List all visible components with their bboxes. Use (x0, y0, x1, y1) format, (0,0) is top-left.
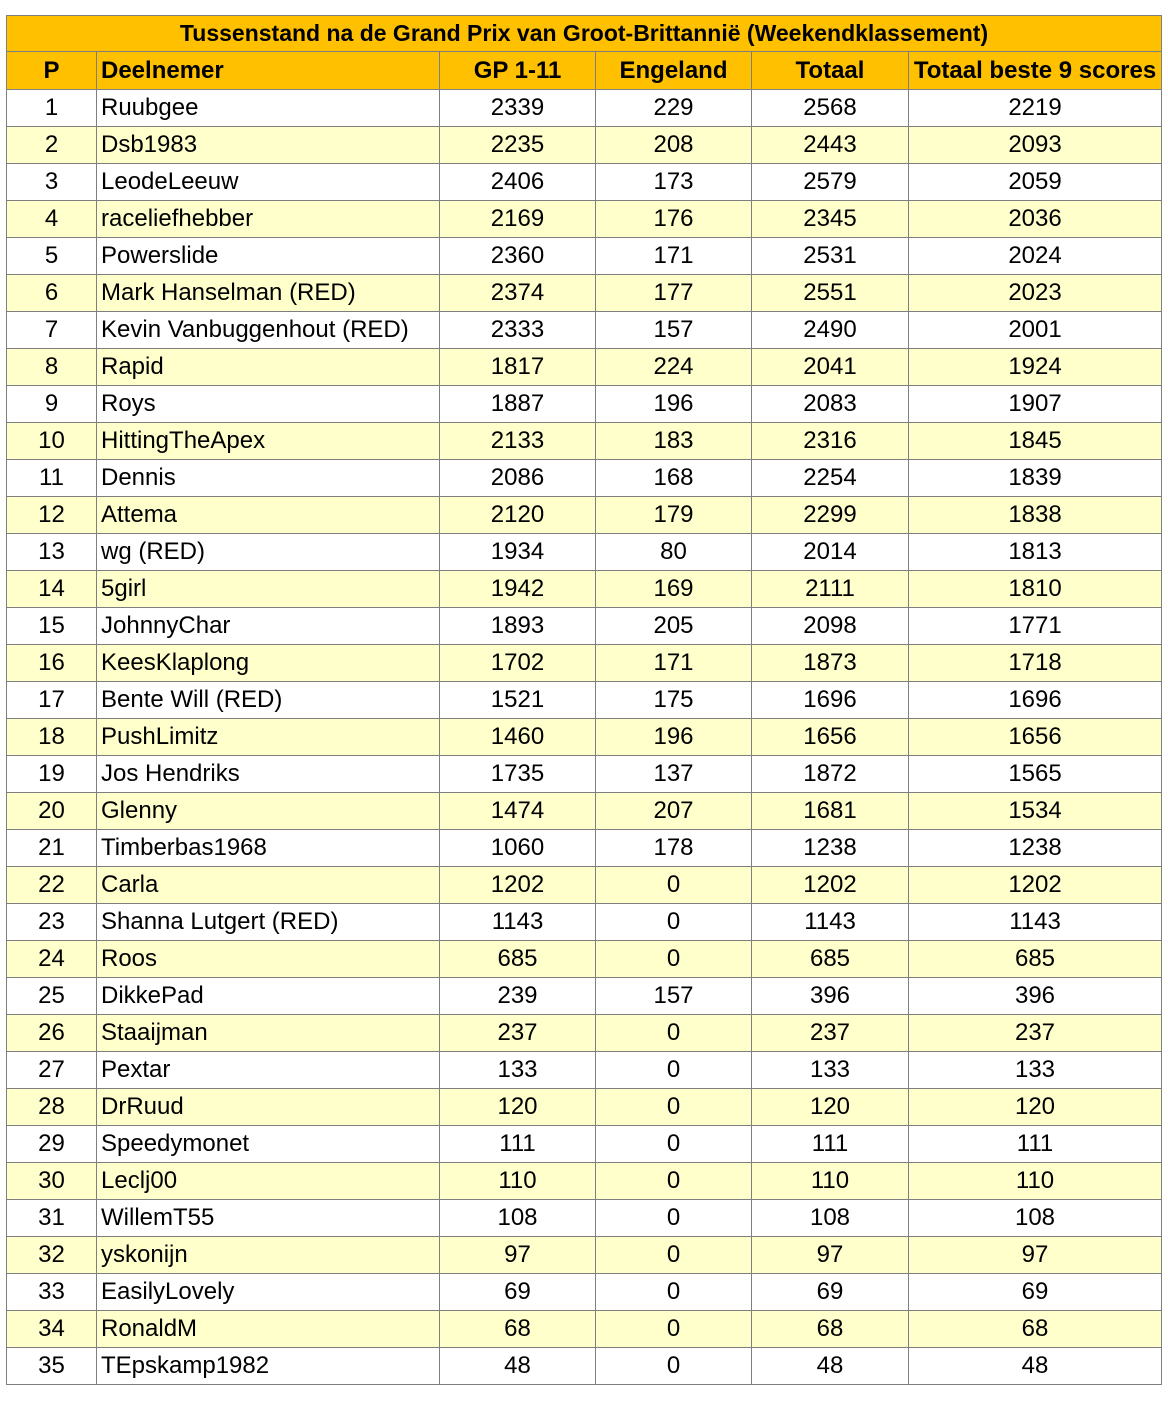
participant-cell: Powerslide (97, 238, 440, 275)
participant-cell: Glenny (97, 793, 440, 830)
participant-cell: TEpskamp1982 (97, 1348, 440, 1385)
best-9-cell: 1143 (909, 904, 1162, 941)
table-row (7, 608, 1162, 645)
position-cell: 27 (7, 1052, 97, 1089)
best-9-cell: 97 (909, 1237, 1162, 1274)
gp-1-11-cell: 1474 (440, 793, 596, 830)
participant-cell: DikkePad (97, 978, 440, 1015)
gp-1-11-cell: 68 (440, 1311, 596, 1348)
participant-cell: wg (RED) (97, 534, 440, 571)
table-row (7, 1089, 1162, 1126)
best-9-cell: 1810 (909, 571, 1162, 608)
totaal-cell: 2490 (752, 312, 909, 349)
gp-1-11-cell: 2235 (440, 127, 596, 164)
engeland-cell: 80 (596, 534, 752, 571)
position-cell: 9 (7, 386, 97, 423)
engeland-cell: 171 (596, 645, 752, 682)
engeland-cell: 0 (596, 1163, 752, 1200)
column-header-best-9: Totaal beste 9 scores (909, 52, 1162, 90)
position-cell: 15 (7, 608, 97, 645)
position-cell: 12 (7, 497, 97, 534)
standings-table (6, 15, 1162, 1385)
table-row (7, 904, 1162, 941)
position-cell: 26 (7, 1015, 97, 1052)
best-9-cell: 1238 (909, 830, 1162, 867)
participant-cell: Bente Will (RED) (97, 682, 440, 719)
participant-cell: WillemT55 (97, 1200, 440, 1237)
gp-1-11-cell: 120 (440, 1089, 596, 1126)
best-9-cell: 110 (909, 1163, 1162, 1200)
engeland-cell: 157 (596, 312, 752, 349)
engeland-cell: 0 (596, 1348, 752, 1385)
totaal-cell: 2098 (752, 608, 909, 645)
totaal-cell: 2111 (752, 571, 909, 608)
table-row (7, 1237, 1162, 1274)
position-cell: 10 (7, 423, 97, 460)
gp-1-11-cell: 685 (440, 941, 596, 978)
best-9-cell: 2219 (909, 90, 1162, 127)
table-row (7, 941, 1162, 978)
gp-1-11-cell: 97 (440, 1237, 596, 1274)
engeland-cell: 0 (596, 1052, 752, 1089)
position-cell: 5 (7, 238, 97, 275)
totaal-cell: 2299 (752, 497, 909, 534)
best-9-cell: 1718 (909, 645, 1162, 682)
position-cell: 30 (7, 1163, 97, 1200)
best-9-cell: 133 (909, 1052, 1162, 1089)
table-row (7, 460, 1162, 497)
participant-cell: Dennis (97, 460, 440, 497)
position-cell: 32 (7, 1237, 97, 1274)
column-header-position: P (7, 52, 97, 90)
position-cell: 29 (7, 1126, 97, 1163)
table-row (7, 1163, 1162, 1200)
position-cell: 21 (7, 830, 97, 867)
position-cell: 14 (7, 571, 97, 608)
participant-cell: Leclj00 (97, 1163, 440, 1200)
totaal-cell: 120 (752, 1089, 909, 1126)
table-title: Tussenstand na de Grand Prix van Groot-Brittannië (Weekendklassement) (7, 16, 1162, 52)
engeland-cell: 175 (596, 682, 752, 719)
gp-1-11-cell: 1934 (440, 534, 596, 571)
best-9-cell: 1656 (909, 719, 1162, 756)
table-row (7, 978, 1162, 1015)
totaal-cell: 1202 (752, 867, 909, 904)
best-9-cell: 1839 (909, 460, 1162, 497)
best-9-cell: 1813 (909, 534, 1162, 571)
engeland-cell: 0 (596, 1237, 752, 1274)
participant-cell: DrRuud (97, 1089, 440, 1126)
participant-cell: Jos Hendriks (97, 756, 440, 793)
participant-cell: Carla (97, 867, 440, 904)
engeland-cell: 0 (596, 1311, 752, 1348)
best-9-cell: 1924 (909, 349, 1162, 386)
header-row (7, 52, 1162, 90)
gp-1-11-cell: 110 (440, 1163, 596, 1200)
best-9-cell: 111 (909, 1126, 1162, 1163)
position-cell: 35 (7, 1348, 97, 1385)
participant-cell: Dsb1983 (97, 127, 440, 164)
engeland-cell: 137 (596, 756, 752, 793)
totaal-cell: 1238 (752, 830, 909, 867)
engeland-cell: 179 (596, 497, 752, 534)
position-cell: 18 (7, 719, 97, 756)
standings-sheet (6, 15, 1161, 1385)
position-cell: 17 (7, 682, 97, 719)
participant-cell: Timberbas1968 (97, 830, 440, 867)
best-9-cell: 2001 (909, 312, 1162, 349)
gp-1-11-cell: 2333 (440, 312, 596, 349)
gp-1-11-cell: 2086 (440, 460, 596, 497)
gp-1-11-cell: 2339 (440, 90, 596, 127)
totaal-cell: 97 (752, 1237, 909, 1274)
engeland-cell: 205 (596, 608, 752, 645)
participant-cell: HittingTheApex (97, 423, 440, 460)
table-row (7, 645, 1162, 682)
totaal-cell: 48 (752, 1348, 909, 1385)
gp-1-11-cell: 1521 (440, 682, 596, 719)
engeland-cell: 224 (596, 349, 752, 386)
best-9-cell: 68 (909, 1311, 1162, 1348)
best-9-cell: 685 (909, 941, 1162, 978)
totaal-cell: 1873 (752, 645, 909, 682)
engeland-cell: 0 (596, 904, 752, 941)
table-row (7, 793, 1162, 830)
gp-1-11-cell: 2360 (440, 238, 596, 275)
engeland-cell: 0 (596, 1274, 752, 1311)
gp-1-11-cell: 2374 (440, 275, 596, 312)
gp-1-11-cell: 1893 (440, 608, 596, 645)
engeland-cell: 0 (596, 1126, 752, 1163)
engeland-cell: 157 (596, 978, 752, 1015)
gp-1-11-cell: 1460 (440, 719, 596, 756)
table-row (7, 90, 1162, 127)
best-9-cell: 2059 (909, 164, 1162, 201)
title-row (7, 16, 1162, 52)
best-9-cell: 396 (909, 978, 1162, 1015)
totaal-cell: 133 (752, 1052, 909, 1089)
position-cell: 31 (7, 1200, 97, 1237)
gp-1-11-cell: 111 (440, 1126, 596, 1163)
table-row (7, 201, 1162, 238)
column-header-gp-1-11: GP 1-11 (440, 52, 596, 90)
position-cell: 28 (7, 1089, 97, 1126)
table-row (7, 1052, 1162, 1089)
gp-1-11-cell: 1702 (440, 645, 596, 682)
totaal-cell: 69 (752, 1274, 909, 1311)
position-cell: 1 (7, 90, 97, 127)
totaal-cell: 2041 (752, 349, 909, 386)
table-row (7, 238, 1162, 275)
position-cell: 25 (7, 978, 97, 1015)
gp-1-11-cell: 108 (440, 1200, 596, 1237)
engeland-cell: 196 (596, 719, 752, 756)
totaal-cell: 2254 (752, 460, 909, 497)
totaal-cell: 685 (752, 941, 909, 978)
best-9-cell: 1845 (909, 423, 1162, 460)
gp-1-11-cell: 1817 (440, 349, 596, 386)
totaal-cell: 111 (752, 1126, 909, 1163)
gp-1-11-cell: 48 (440, 1348, 596, 1385)
table-row (7, 571, 1162, 608)
totaal-cell: 2083 (752, 386, 909, 423)
table-row (7, 1200, 1162, 1237)
engeland-cell: 169 (596, 571, 752, 608)
gp-1-11-cell: 1942 (440, 571, 596, 608)
gp-1-11-cell: 2169 (440, 201, 596, 238)
column-header-totaal: Totaal (752, 52, 909, 90)
best-9-cell: 1565 (909, 756, 1162, 793)
totaal-cell: 1656 (752, 719, 909, 756)
participant-cell: JohnnyChar (97, 608, 440, 645)
totaal-cell: 1143 (752, 904, 909, 941)
best-9-cell: 2036 (909, 201, 1162, 238)
participant-cell: Roys (97, 386, 440, 423)
totaal-cell: 2551 (752, 275, 909, 312)
table-row (7, 386, 1162, 423)
gp-1-11-cell: 237 (440, 1015, 596, 1052)
position-cell: 19 (7, 756, 97, 793)
table-row (7, 1015, 1162, 1052)
table-row (7, 164, 1162, 201)
table-row (7, 312, 1162, 349)
totaal-cell: 110 (752, 1163, 909, 1200)
gp-1-11-cell: 1060 (440, 830, 596, 867)
participant-cell: yskonijn (97, 1237, 440, 1274)
gp-1-11-cell: 239 (440, 978, 596, 1015)
totaal-cell: 68 (752, 1311, 909, 1348)
engeland-cell: 196 (596, 386, 752, 423)
table-row (7, 1311, 1162, 1348)
totaal-cell: 2568 (752, 90, 909, 127)
position-cell: 3 (7, 164, 97, 201)
participant-cell: Kevin Vanbuggenhout (RED) (97, 312, 440, 349)
totaal-cell: 1681 (752, 793, 909, 830)
participant-cell: Staaijman (97, 1015, 440, 1052)
participant-cell: KeesKlaplong (97, 645, 440, 682)
gp-1-11-cell: 2406 (440, 164, 596, 201)
table-row (7, 867, 1162, 904)
best-9-cell: 1202 (909, 867, 1162, 904)
position-cell: 16 (7, 645, 97, 682)
table-row (7, 682, 1162, 719)
best-9-cell: 1771 (909, 608, 1162, 645)
position-cell: 11 (7, 460, 97, 497)
position-cell: 4 (7, 201, 97, 238)
table-row (7, 830, 1162, 867)
best-9-cell: 48 (909, 1348, 1162, 1385)
best-9-cell: 1534 (909, 793, 1162, 830)
engeland-cell: 0 (596, 1200, 752, 1237)
totaal-cell: 237 (752, 1015, 909, 1052)
best-9-cell: 2024 (909, 238, 1162, 275)
gp-1-11-cell: 1202 (440, 867, 596, 904)
best-9-cell: 120 (909, 1089, 1162, 1126)
totaal-cell: 396 (752, 978, 909, 1015)
column-header-engeland: Engeland (596, 52, 752, 90)
table-row (7, 275, 1162, 312)
table-row (7, 756, 1162, 793)
totaal-cell: 1872 (752, 756, 909, 793)
gp-1-11-cell: 2120 (440, 497, 596, 534)
engeland-cell: 171 (596, 238, 752, 275)
position-cell: 2 (7, 127, 97, 164)
table-row (7, 423, 1162, 460)
engeland-cell: 177 (596, 275, 752, 312)
position-cell: 6 (7, 275, 97, 312)
position-cell: 13 (7, 534, 97, 571)
engeland-cell: 0 (596, 941, 752, 978)
totaal-cell: 1696 (752, 682, 909, 719)
participant-cell: PushLimitz (97, 719, 440, 756)
gp-1-11-cell: 1887 (440, 386, 596, 423)
engeland-cell: 0 (596, 1015, 752, 1052)
table-row (7, 497, 1162, 534)
position-cell: 33 (7, 1274, 97, 1311)
column-header-participant: Deelnemer (97, 52, 440, 90)
engeland-cell: 168 (596, 460, 752, 497)
participant-cell: LeodeLeeuw (97, 164, 440, 201)
position-cell: 24 (7, 941, 97, 978)
totaal-cell: 2579 (752, 164, 909, 201)
totaal-cell: 108 (752, 1200, 909, 1237)
participant-cell: 5girl (97, 571, 440, 608)
totaal-cell: 2316 (752, 423, 909, 460)
table-body (7, 90, 1162, 1385)
engeland-cell: 173 (596, 164, 752, 201)
totaal-cell: 2345 (752, 201, 909, 238)
participant-cell: RonaldM (97, 1311, 440, 1348)
participant-cell: EasilyLovely (97, 1274, 440, 1311)
best-9-cell: 2023 (909, 275, 1162, 312)
table-row (7, 719, 1162, 756)
position-cell: 23 (7, 904, 97, 941)
table-row (7, 349, 1162, 386)
best-9-cell: 237 (909, 1015, 1162, 1052)
gp-1-11-cell: 133 (440, 1052, 596, 1089)
engeland-cell: 207 (596, 793, 752, 830)
participant-cell: Rapid (97, 349, 440, 386)
best-9-cell: 1696 (909, 682, 1162, 719)
engeland-cell: 229 (596, 90, 752, 127)
engeland-cell: 183 (596, 423, 752, 460)
table-row (7, 1126, 1162, 1163)
position-cell: 8 (7, 349, 97, 386)
totaal-cell: 2443 (752, 127, 909, 164)
totaal-cell: 2014 (752, 534, 909, 571)
position-cell: 34 (7, 1311, 97, 1348)
table-row (7, 127, 1162, 164)
participant-cell: Pextar (97, 1052, 440, 1089)
participant-cell: Roos (97, 941, 440, 978)
participant-cell: Ruubgee (97, 90, 440, 127)
table-row (7, 534, 1162, 571)
engeland-cell: 0 (596, 867, 752, 904)
position-cell: 7 (7, 312, 97, 349)
participant-cell: Mark Hanselman (RED) (97, 275, 440, 312)
gp-1-11-cell: 69 (440, 1274, 596, 1311)
gp-1-11-cell: 2133 (440, 423, 596, 460)
table-row (7, 1348, 1162, 1385)
engeland-cell: 176 (596, 201, 752, 238)
table-row (7, 1274, 1162, 1311)
best-9-cell: 69 (909, 1274, 1162, 1311)
position-cell: 22 (7, 867, 97, 904)
best-9-cell: 1907 (909, 386, 1162, 423)
gp-1-11-cell: 1143 (440, 904, 596, 941)
participant-cell: raceliefhebber (97, 201, 440, 238)
best-9-cell: 108 (909, 1200, 1162, 1237)
best-9-cell: 2093 (909, 127, 1162, 164)
engeland-cell: 208 (596, 127, 752, 164)
participant-cell: Shanna Lutgert (RED) (97, 904, 440, 941)
participant-cell: Attema (97, 497, 440, 534)
totaal-cell: 2531 (752, 238, 909, 275)
participant-cell: Speedymonet (97, 1126, 440, 1163)
gp-1-11-cell: 1735 (440, 756, 596, 793)
engeland-cell: 0 (596, 1089, 752, 1126)
best-9-cell: 1838 (909, 497, 1162, 534)
engeland-cell: 178 (596, 830, 752, 867)
position-cell: 20 (7, 793, 97, 830)
